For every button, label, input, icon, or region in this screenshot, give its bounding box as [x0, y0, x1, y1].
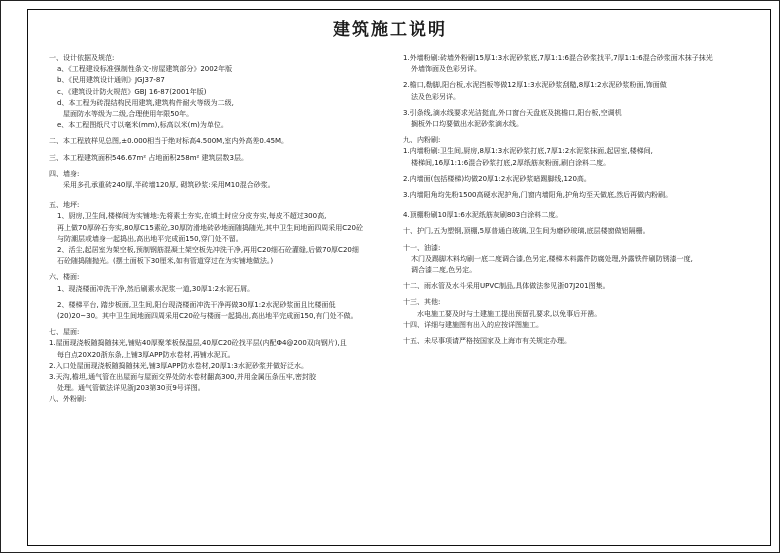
section-11-text-cont: 调合漆二度,色另定。 — [411, 266, 477, 275]
section-13-heading: 十三、其他: — [403, 298, 441, 307]
exterior-item-3-cont: 搁板外口均要做出水泥砂浆滴水线。 — [411, 120, 523, 129]
section-6-item-2-cont: (20)20~30。其中卫生间地面四周采用C20砼与楼面一起捣出,高出地平完成面150,有门处不做。 — [57, 312, 358, 321]
section-10: 十、护门,五为塑钢,顶棚,5厚普通白玻璃,卫生间为磨砂玻璃,底层楼窗做铝隔栅。 — [403, 227, 650, 236]
section-7-item-2: 2.入口处屋面现浇板随捣随抹光,铺3厚APP防水卷材,20厚1:3水泥砂浆并做好泛水。 — [49, 361, 308, 370]
section-7-heading: 七、屋面: — [49, 328, 80, 337]
section-1-item-b: b、《民用建筑设计通则》JGJ37-87 — [57, 76, 165, 85]
section-9-item-1: 1.内墙粉刷:卫生间,厨房,8厚1:3水泥砂浆打底,7厚1:2水泥浆抹面,起居室,楼梯间, — [403, 147, 653, 156]
section-1-item-e: e、本工程图纸尺寸以毫米(mm),标高以米(m)为单位。 — [57, 121, 228, 130]
exterior-item-1: 1.外墙粉刷:砖墙外粉刷15厚1:3水泥砂浆底,7厚1:1:6混合砂浆找平,7厚1:1:6混合砂浆面木抹子抹光 — [403, 54, 713, 62]
left-column — [49, 53, 394, 406]
exterior-item-1-cont: 外墙饰面及色彩另详。 — [411, 65, 481, 74]
section-9-item-3: 3.内墙阳角均先粉1500高硬水泥护角,门窗内墙阳角,护角均至天做底,然后再做内粉刷。 — [403, 191, 673, 200]
section-1-heading: 一、设计依据及规范: — [49, 54, 115, 62]
section-2: 二、本工程放样见总图,±0.000相当于绝对标高4.500M,室内外高差0.45M。 — [49, 137, 289, 146]
section-12: 十二、雨水管及水斗采用UPVC制品,具体做法参见浙07J201图集。 — [403, 282, 610, 291]
section-3: 三、本工程建筑面积546.67m² 占地面积258m² 建筑层数3层。 — [49, 153, 249, 162]
exterior-item-2-cont: 法及色彩另详。 — [411, 92, 460, 101]
section-9-item-1-cont: 楼梯间,16厚1:1:6混合砂浆打底,2厚纸筋灰粉面,刷白涂料二度。 — [411, 158, 611, 167]
section-5-item-1-cont2: 与防潮层或墙身一起捣出,高出地平完成面150,穿门处不留。 — [57, 234, 243, 243]
exterior-item-3: 3.引条线,滴水线要求光洁挺直,外口窗台天盘底及挑檐口,阳台板,空调机 — [403, 108, 622, 117]
section-1-item-a: a、《工程建设标准强制性条文-房屋建筑部分》2002年版 — [57, 65, 233, 74]
exterior-item-2: 2.檐口,勒脚,阳台板,水泥挡板等做12厚1:3水泥砂浆刮糙,8厚1:2水泥砂浆粉面,饰面做 — [403, 81, 667, 90]
section-15: 十五、未尽事项请严格按国家及上海市有关规定办理。 — [403, 337, 571, 346]
section-1-item-d-cont: 屋面防水等级为二级,合理使用年限50年。 — [63, 110, 194, 119]
section-6-item-1: 1、现浇楼面冲洗干净,然后刷素水泥浆一道,30厚1:2水泥石屑。 — [57, 284, 255, 293]
right-column — [403, 53, 738, 347]
section-11-heading: 十一、油漆: — [403, 243, 441, 252]
section-11-text: 木门及踢脚木料均刷一底二度调合漆,色另定,楼梯木料露件防腐处理,外露铁件刷防锈漆一度, — [411, 254, 693, 263]
section-7-item-1-cont: 每白点20X20浙东条,上铺3厚APP防水卷材,再铺水泥瓦。 — [57, 350, 235, 359]
section-7-item-3-cont: 处理。通气管做法详见浙J203第30页9号详图。 — [57, 384, 205, 393]
section-9-item-2: 2.内墙面(包括楼梯)均做20厚1:2水泥砂浆暗踢脚线,120高。 — [403, 174, 591, 183]
section-5-heading: 五、地坪: — [49, 201, 80, 210]
section-5-item-2: 2、活尘,起居室为架空板,预制钢筋混凝土架空板先冲洗干净,再用C20细石砼灌缝,后做70厚C20细 — [57, 246, 359, 255]
section-4-heading: 四、墙身: — [49, 169, 80, 178]
section-5-item-2-cont: 石砼随捣随抛光。(摆土面板下30厘米,如有管道穿过在为实铺地做法。) — [57, 257, 274, 266]
section-14: 十四、详细与建施图有出入的应按详图施工。 — [403, 320, 543, 329]
section-9-heading: 九、内粉刷: — [403, 136, 441, 145]
section-5-item-1-cont: 再上做70厚碎石夯实,80厚C15素砼,30厚防滑地砖砂地面随捣随光,其中卫生间地面四周采用C20砼 — [57, 223, 363, 232]
section-4-text: 采用多孔承重砖240厚,半砖墙120厚, 砌筑砂浆:采用M10混合砂浆。 — [63, 181, 275, 190]
section-9-item-4: 4.顶棚粉刷10厚1:6水泥纸筋灰刷803白涂料二度。 — [403, 211, 563, 220]
section-6-item-2: 2、楼梯平台, 踏步板面,卫生间,阳台现浇楼面冲洗干净再做30厚1:2水泥砂浆面且比楼面低 — [57, 300, 336, 309]
section-6-heading: 六、楼面: — [49, 273, 80, 282]
page-title: 建筑施工说明 — [333, 20, 447, 40]
section-1-item-c: c、《建筑设计防火规范》GBJ 16-87(2001年版) — [57, 87, 207, 96]
section-1-item-d: d、本工程为砖混结构民用建筑,建筑构件耐火等级为二级, — [57, 98, 234, 107]
section-5-item-1: 1、厨房,卫生间,楼梯间为实铺地:先将素土夯实,在填土时应分皮夯实,每皮不超过300高, — [57, 212, 327, 221]
section-7-item-1: 1.屋面现浇板随捣随抹光,铺贴40厚聚苯板保温层,40厚C20砼找平层(内配Φ4@200双向钢片),且 — [49, 339, 347, 348]
section-7-item-3: 3.天沟,檐坦,通气管在出屋面与屋面交界处防水卷材翻高300,并用金属压条压牢,密封胶 — [49, 373, 316, 382]
section-8-heading: 八、外粉刷: — [49, 395, 87, 404]
section-13-text: 水电施工要及时与土建施工提出预留孔要求,以免事后开凿。 — [417, 309, 602, 318]
